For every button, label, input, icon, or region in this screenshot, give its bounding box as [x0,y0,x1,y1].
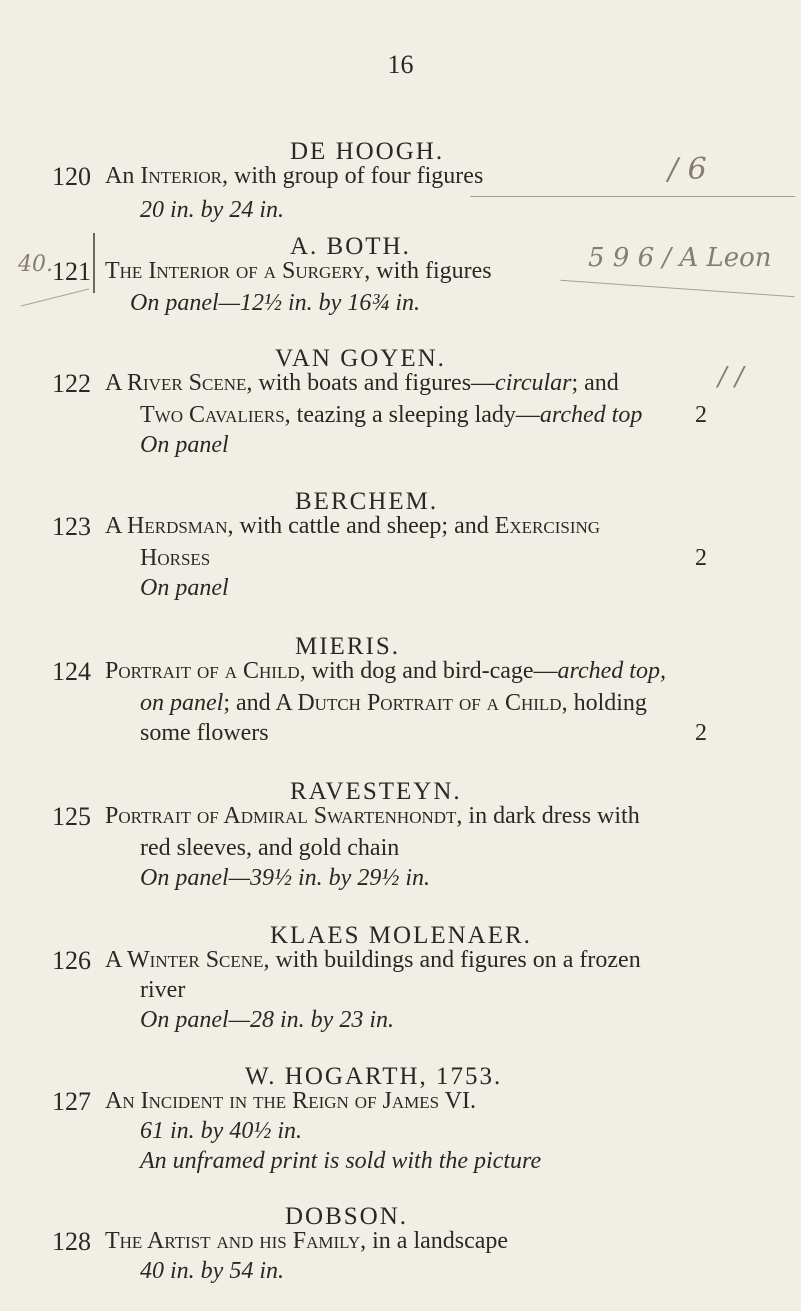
description-text: 61 in. by 40½ in. [140,1118,302,1144]
description-text: Portrait of a Child [105,658,300,684]
description-text: Two Cavaliers [140,402,285,428]
description-text: Herdsman [127,513,228,539]
lot-quantity: 2 [695,402,707,428]
description-text: red sleeves, and gold chain [140,835,400,861]
lot-description-line [105,163,483,190]
lot-description-line [130,290,420,317]
description-text: arched top, [557,658,666,684]
description-text: Dutch Portrait of a Child [297,690,562,716]
description-text: , in dark dress with [456,803,640,829]
artist-heading: KLAES MOLENAER. [270,922,532,949]
description-text: ; and [571,370,619,396]
lot-description-line [105,1088,476,1115]
description-text: Portrait of Admiral Swartenhondt [105,803,457,829]
description-text: , with dog and bird-cage— [299,658,558,684]
lot-description-line [105,513,600,540]
artist-heading: MIERIS. [295,633,400,660]
lot-description-line [140,977,185,1004]
description-text: , with buildings and figures on a frozen [263,947,641,973]
description-text: The Artist and his Family [105,1228,361,1254]
pencil-line-left [21,289,89,307]
description-text: An [105,163,141,189]
description-text: On panel—39½ in. by 29½ in. [140,865,430,891]
artist-heading: VAN GOYEN. [275,345,446,372]
description-text: On panel [140,575,229,601]
handwritten-price-121-right: 5 9 6 / A Leon [588,243,772,273]
description-text: Interior [140,163,222,189]
lot-description-line [140,197,284,224]
description-text: An unframed print is sold with the picture [140,1148,542,1174]
description-text: Horses [140,545,211,571]
lot-number: 120 [52,162,91,191]
lot-quantity: 2 [695,545,707,571]
artist-heading: DOBSON. [285,1203,409,1230]
description-text: On panel—28 in. by 23 in. [140,1007,394,1033]
description-text: on panel [140,690,224,716]
description-text: , with cattle and sheep; and [227,513,495,539]
artist-heading: W. HOGARTH, 1753. [245,1063,503,1090]
description-text: river [140,977,186,1003]
lot-number: 128 [52,1227,91,1256]
lot-description-line [140,720,269,747]
lot-description-line [105,658,666,685]
lot-description-line [105,803,640,830]
description-text: , in a landscape [360,1228,509,1254]
lot-number: 124 [52,657,91,686]
description-text: A [105,947,128,973]
lot-description-line [140,432,229,459]
description-text: River Scene [127,370,247,396]
lot-description-line [140,402,642,429]
handwritten-mark-120: / 6 [668,152,707,187]
description-text: 40 in. by 54 in. [140,1258,284,1284]
lot-description-line [140,865,430,892]
lot-number: 125 [52,802,91,831]
bracket-mark [93,233,95,293]
description-text: , with boats and figures— [246,370,496,396]
description-text: On panel [140,432,229,458]
description-text: circular [495,370,572,396]
lot-description-line [140,1148,541,1175]
lot-quantity: 2 [695,720,707,746]
lot-description-line [140,1007,394,1034]
handwritten-price-121-left: 40. [18,252,53,277]
description-text: Exercising [494,513,601,539]
description-text: A [105,513,128,539]
description-text: , with group of four figures [222,163,484,189]
lot-number: 121 [52,257,91,286]
description-text: A [105,370,128,396]
lot-description-line [140,575,229,602]
lot-description-line [140,545,210,572]
lot-description-line [105,1228,508,1255]
description-text: ; and A [223,690,298,716]
page-number: 16 [387,50,414,79]
lot-number: 122 [52,369,91,398]
lot-description-line [105,370,619,397]
description-text: , holding [561,690,647,716]
artist-heading: RAVESTEYN. [290,778,462,805]
artist-heading: A. BOTH. [290,233,411,260]
description-text: , with figures [364,258,492,284]
lot-description-line [140,690,647,717]
description-text: Winter Scene [127,947,264,973]
lot-description-line [105,947,641,974]
lot-description-line [140,1258,284,1285]
lot-description-line [140,835,399,862]
description-text: The Interior of a Surgery [105,258,365,284]
pencil-line-upper [470,196,795,197]
lot-description-line [140,1118,302,1145]
description-text: 20 in. by 24 in. [140,197,284,223]
artist-heading: BERCHEM. [295,488,439,515]
artist-heading: DE HOOGH. [290,138,445,165]
description-text: arched top [539,402,643,428]
pencil-line-lower [560,280,794,297]
description-text: An Incident in the Reign of James VI. [105,1088,476,1114]
lot-number: 127 [52,1087,91,1116]
description-text: On panel—12½ in. by 16¾ in. [130,290,420,316]
description-text: , teazing a sleeping lady— [284,402,540,428]
handwritten-mark-122: / / [718,362,744,392]
lot-number: 123 [52,512,91,541]
description-text: some flowers [140,720,269,746]
lot-description-line [105,258,492,285]
lot-number: 126 [52,946,91,975]
